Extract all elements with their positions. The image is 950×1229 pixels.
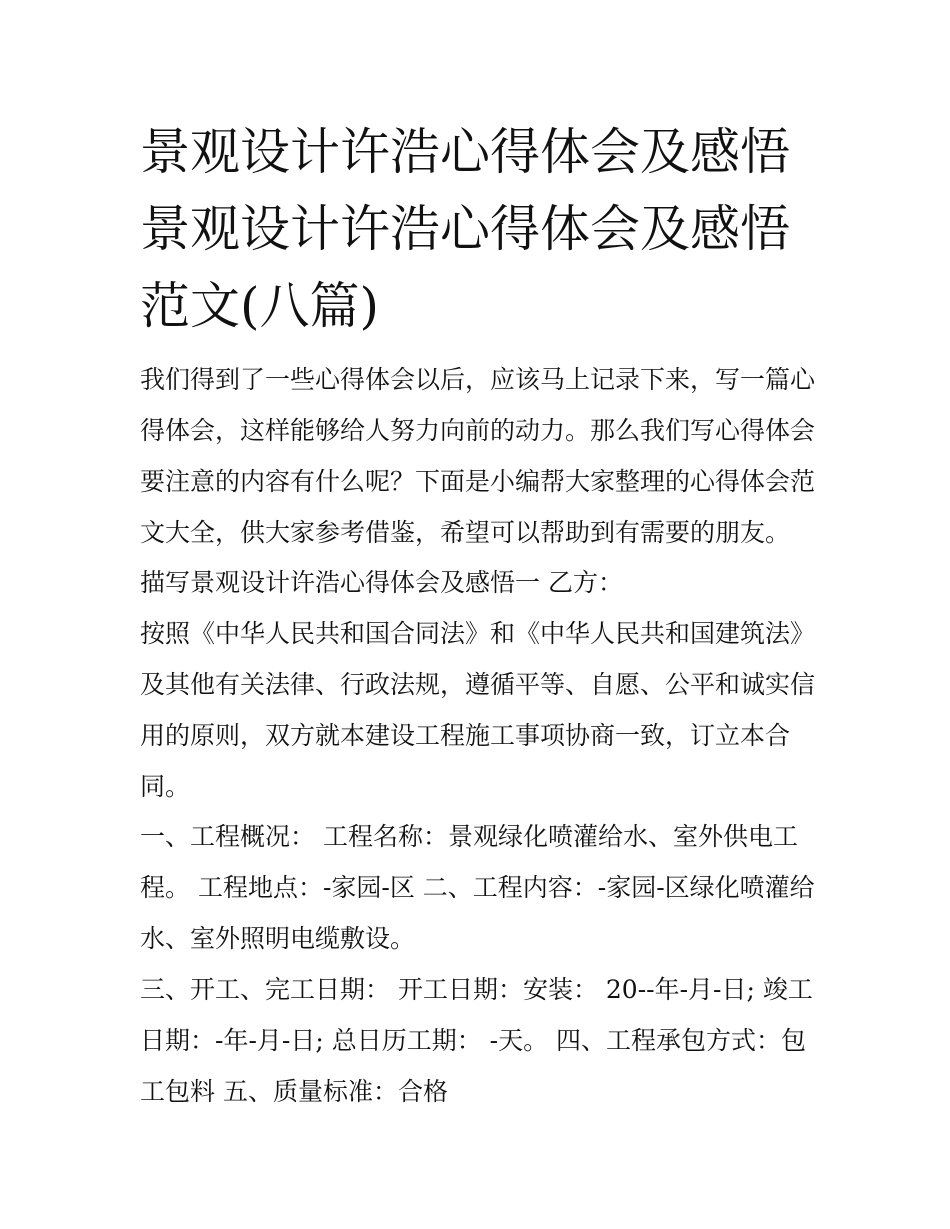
- schedule-paragraph: 三、开工、完工日期： 开工日期：安装： 20--年-月-日; 竣工日期：-年-月-日; 总日历工期： -天。 四、工程承包方式：包工包料 五、质量标准：合格: [140, 975, 813, 1106]
- intro-paragraph: 我们得到了一些心得体会以后，应该马上记录下来，写一篇心得体会，这样能够给人努力向前的动力。那么我们写心得体会要注意的内容有什么呢？下面是小编帮大家整理的心得体会范文大全，供大家参考借鉴，希望可以帮助到有需要的朋友。: [140, 365, 816, 547]
- document-title: 景观设计许浩心得体会及感悟景观设计许浩心得体会及感悟范文(八篇): [140, 123, 790, 335]
- section-heading: 描写景观设计许浩心得体会及感悟一 乙方：: [140, 568, 623, 597]
- project-overview-paragraph: 一、工程概况： 工程名称：景观绿化喷灌给水、室外供电工程。 工程地点：-家园-区 二、工程内容：-家园-区绿化喷灌给水、室外照明电缆敷设。: [140, 822, 815, 953]
- contract-basis-paragraph: 按照《中华人民共和国合同法》和《中华人民共和国建筑法》及其他有关法律、行政法规，遵循平等、自愿、公平和诚实信用的原则，双方就本建设工程施工事项协商一致，订立本合同。: [140, 619, 816, 801]
